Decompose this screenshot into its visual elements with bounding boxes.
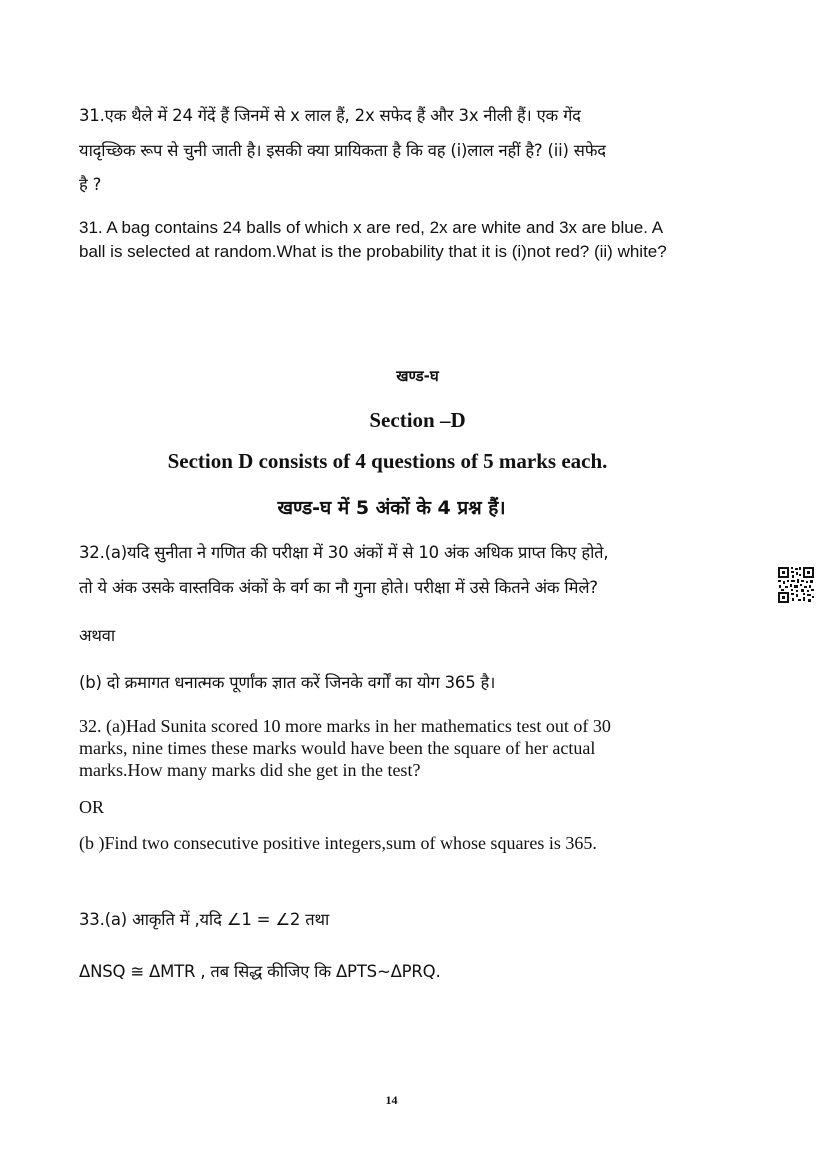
section-description: Section D consists of 4 questions of 5 marks each.: [167, 449, 608, 473]
q31-hindi-line-2: यादृच्छिक रूप से चुनी जाती है। इसकी क्या प्रायिकता है कि वह (i)लाल नहीं है? (ii) सफेद: [79, 141, 606, 160]
q32-hindi-or: अथवा: [79, 626, 115, 645]
q32-english-a-line-3: marks.How many marks did she get in the test?: [79, 760, 421, 780]
q32-english-or: OR: [79, 797, 105, 817]
q32-hindi-b: (b) दो क्रमागत धनात्मक पूर्णांक ज्ञात करें जिनके वर्गों का योग 365 है।: [79, 673, 496, 692]
q31-hindi-line-1: 31.एक थैले में 24 गेंदें हैं जिनमें से x लाल हैं, 2x सफेद हैं और 3x नीली हैं। एक गेंद: [79, 106, 581, 125]
page-number: 14: [385, 1093, 398, 1107]
qr-code-icon: [777, 566, 815, 604]
q33-hindi-line-1: 33.(a) आकृति में ,यदि ∠1 = ∠2 तथा: [79, 910, 330, 929]
q31-english-line-2: ball is selected at random.What is the probability that it is (i)not red? (ii) white?: [79, 242, 667, 261]
section-hindi-heading: खण्ड-घ: [396, 367, 439, 385]
q31-english-line-1: 31. A bag contains 24 balls of which x are red, 2x are white and 3x are blue. A: [79, 218, 664, 237]
q32-english-a-line-2: marks, nine times these marks would have been the square of her actual: [79, 738, 596, 758]
q32-english-b: (b )Find two consecutive positive integers,sum of whose squares is 365.: [79, 833, 597, 853]
q33-hindi-line-2: ΔNSQ ≅ ΔMTR , तब सिद्ध कीजिए कि ΔPTS~ΔPRQ.: [79, 962, 441, 981]
q31-hindi-line-3: है ?: [79, 175, 102, 194]
section-title: Section –D: [369, 408, 466, 432]
q32-hindi-a-line-1: 32.(a)यदि सुनीता ने गणित की परीक्षा में 30 अंकों में से 10 अंक अधिक प्राप्त किए होते,: [79, 543, 609, 562]
q32-hindi-a-line-2: तो ये अंक उसके वास्तविक अंकों के वर्ग का नौ गुना होते। परीक्षा में उसे कितने अंक मिले?: [79, 578, 598, 597]
section-hindi-description: खण्ड-घ में 5 अंकों के 4 प्रश्न हैं।: [277, 497, 506, 519]
q32-english-a-line-1: 32. (a)Had Sunita scored 10 more marks in her mathematics test out of 30: [79, 716, 611, 736]
